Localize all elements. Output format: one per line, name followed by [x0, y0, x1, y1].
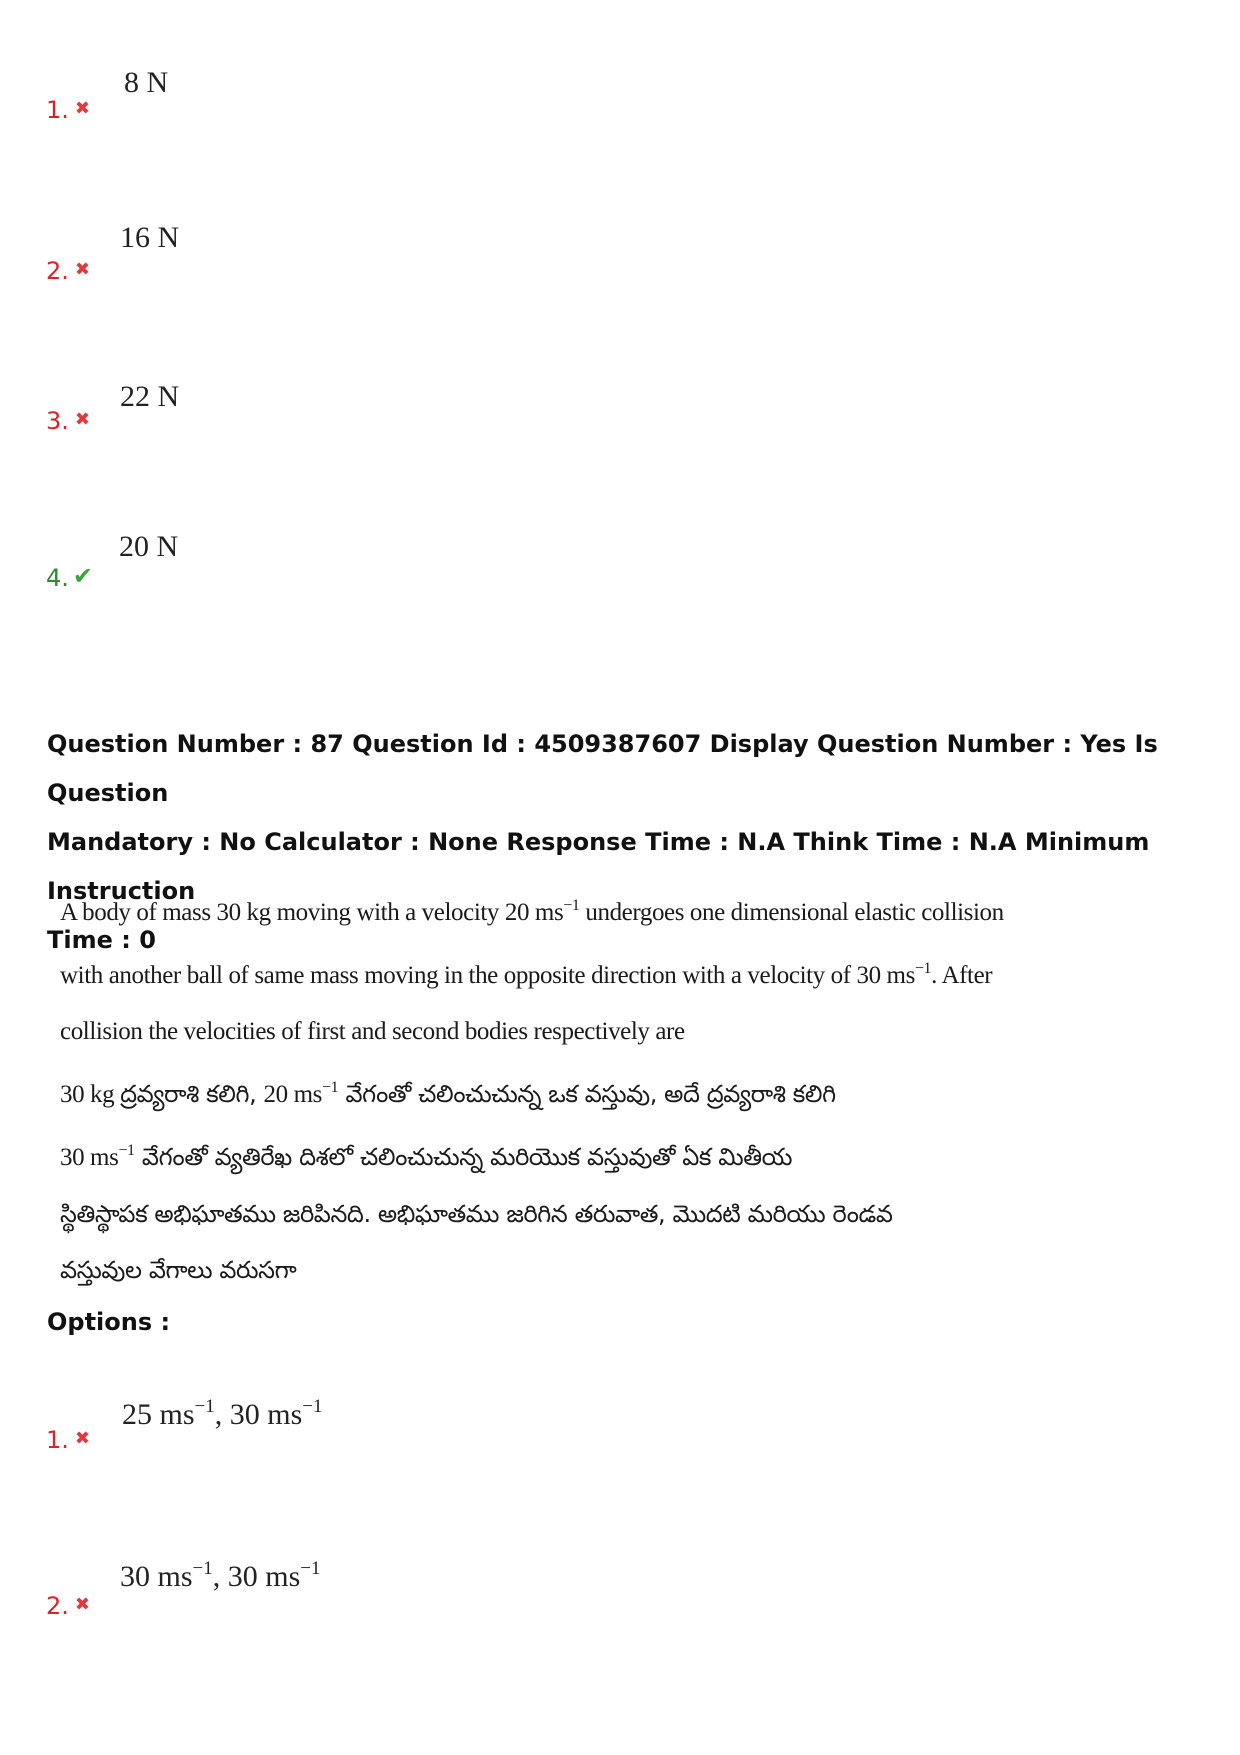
options-label: Options : — [47, 1308, 171, 1336]
option-number — [46, 96, 90, 124]
superscript: −1 — [118, 1142, 135, 1159]
question-telugu-line-1 — [60, 1060, 950, 1123]
option-number-text: 2. — [46, 257, 69, 285]
option-number-text: 2. — [46, 1592, 69, 1620]
text-segment: A body of mass 30 kg moving with a velocity 20 ms — [60, 899, 564, 926]
cross-icon: ✖ — [74, 409, 90, 430]
separator: , — [214, 1398, 230, 1431]
text-segment: 30 ms — [60, 1144, 119, 1171]
question-header-line-3: Time : 0 — [47, 926, 156, 954]
question-telugu-line-4: వస్తువుల వేగాలు వరుసగా — [60, 1256, 297, 1284]
question-telugu-line-2 — [60, 1123, 950, 1186]
superscript: −1 — [914, 960, 932, 977]
question-header-line-1: Question Number : 87 Question Id : 4509387607 Display Question Number : Yes Is Question — [47, 730, 1158, 807]
question-telugu-line-3: స్థితిస్థాపక అభిఘాతము జరిపినది. అభిఘాతము జరిగిన తరువాత, మొదటి మరియు రెండవ — [60, 1200, 893, 1228]
option-value: 16 N — [120, 221, 180, 254]
superscript: −1 — [563, 897, 580, 914]
option-number — [46, 562, 93, 592]
option-number — [46, 407, 90, 435]
text-segment: undergoes one dimensional elastic collision — [579, 899, 1004, 926]
option-number — [46, 1592, 90, 1620]
text-segment: 30 kg — [60, 1081, 121, 1108]
option-number-text: 1. — [46, 1426, 69, 1454]
option-value: 8 N — [124, 66, 169, 99]
option-number — [46, 1426, 90, 1454]
question-text — [60, 878, 1004, 1298]
telugu-segment: వేగంతో వ్యతిరేఖ దిశలో చలించుచున్న మరియొక వస్తువుతో ఏక మితీయ — [134, 1143, 793, 1171]
superscript: −1 — [300, 1558, 321, 1579]
superscript: −1 — [194, 1396, 215, 1417]
value-b: 30 ms — [229, 1398, 303, 1431]
cross-icon: ✖ — [74, 1594, 90, 1615]
option-number — [46, 257, 90, 285]
cross-icon: ✖ — [74, 98, 90, 119]
telugu-segment: వేగంతో చలించుచున్న ఒక వస్తువు, అదే ద్రవ్యరాశి కలిగి — [338, 1080, 836, 1108]
question-english-line-3: collision the velocities of first and second bodies respectively are — [60, 1018, 685, 1045]
superscript: −1 — [302, 1396, 323, 1417]
option-number-text: 3. — [46, 407, 69, 435]
cross-icon: ✖ — [74, 1428, 90, 1449]
question-header-line-2: Mandatory : No Calculator : None Response Time : N.A Think Time : N.A Minimum Instruction — [47, 828, 1150, 905]
option-value — [120, 1558, 320, 1594]
question-english-line-2 — [60, 941, 993, 1004]
value-a: 25 ms — [122, 1398, 195, 1431]
option-value: 22 N — [120, 380, 180, 413]
cross-icon: ✖ — [74, 259, 90, 280]
option-number-text: 4. — [46, 564, 69, 592]
value-b: 30 ms — [227, 1560, 301, 1593]
telugu-segment: ద్రవ్యరాశి కలిగి, — [120, 1080, 264, 1108]
option-number-text: 1. — [46, 96, 69, 124]
option-value: 20 N — [119, 530, 179, 563]
text-segment: with another ball of same mass moving in the opposite direction with a velocity of 30 ms — [60, 962, 915, 989]
superscript: −1 — [192, 1558, 213, 1579]
separator: , — [212, 1560, 228, 1593]
text-segment: . After — [931, 962, 993, 989]
superscript: −1 — [321, 1079, 339, 1096]
value-a: 30 ms — [120, 1560, 193, 1593]
option-value — [122, 1396, 322, 1432]
text-segment: 20 ms — [263, 1081, 322, 1108]
check-icon: ✔ — [72, 562, 94, 590]
question-english-line-1 — [60, 878, 1004, 941]
